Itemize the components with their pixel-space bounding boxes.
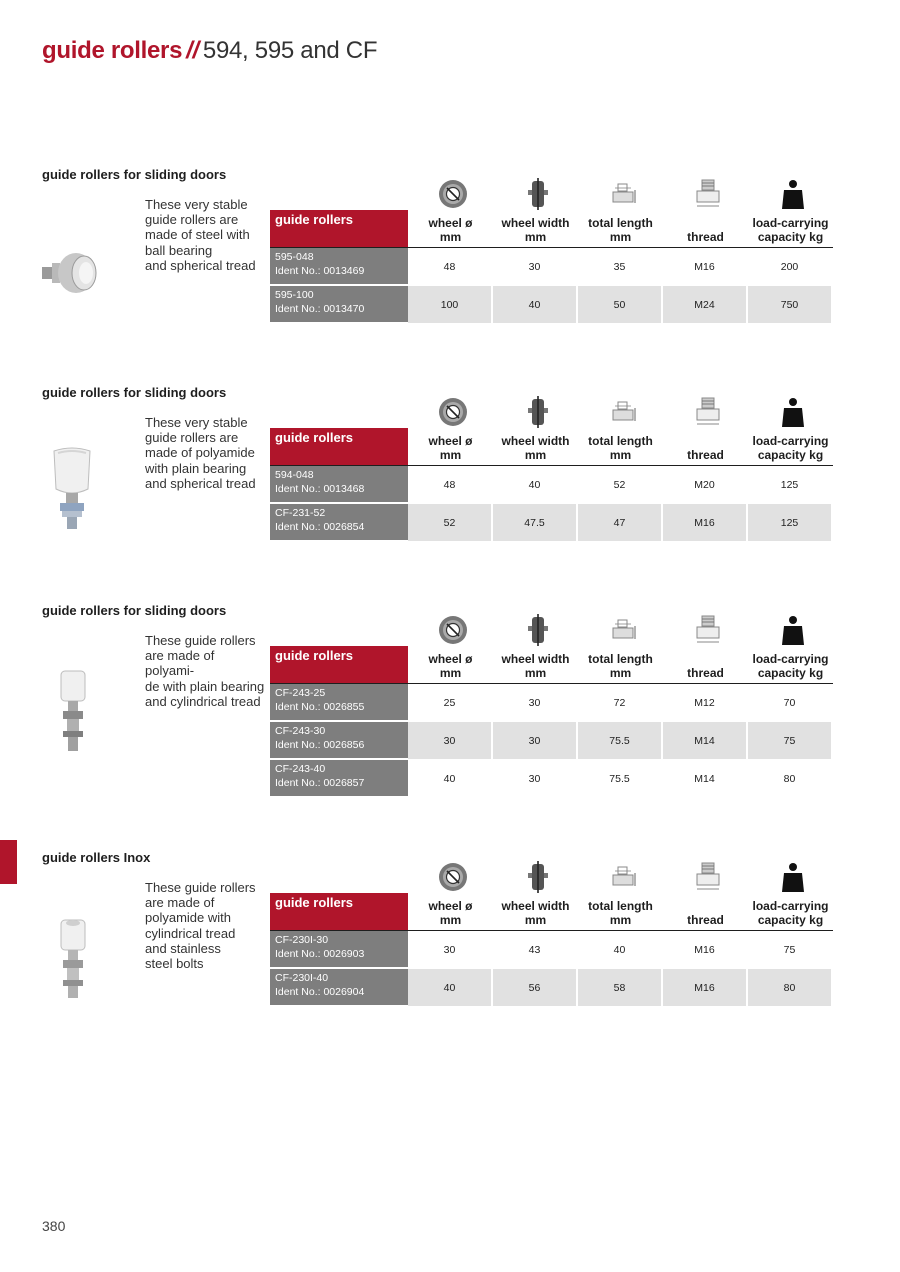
thread-icon <box>665 857 750 897</box>
cell-thread: M16 <box>663 248 748 286</box>
cell-load: 75 <box>748 722 833 760</box>
spec-table <box>270 428 833 542</box>
table-header-row <box>270 893 833 931</box>
row-label: 595-100 Ident No.: 0013470 <box>270 286 408 324</box>
table-row <box>270 466 833 504</box>
cell-load: 75 <box>748 931 833 969</box>
title-sub: 594, 595 and CF <box>202 37 378 64</box>
cell-total-length: 75.5 <box>578 760 663 798</box>
col-total-length: total length mm <box>578 893 663 931</box>
cell-total-length: 35 <box>578 248 663 286</box>
description-line: are made of <box>145 895 215 911</box>
col-total-length: total length mm <box>578 428 663 466</box>
cell-total-length: 75.5 <box>578 722 663 760</box>
section-description <box>145 197 267 273</box>
cell-wheel-width: 40 <box>493 466 578 504</box>
description-line: These very stable <box>145 197 248 212</box>
description-line: and spherical tread <box>145 257 256 273</box>
section-heading: guide rollers for sliding doors <box>42 603 227 618</box>
section-description <box>145 415 267 491</box>
load-weight-icon <box>750 392 835 432</box>
table-header-row <box>270 428 833 466</box>
section-description <box>145 880 267 971</box>
cell-thread: M16 <box>663 969 748 1007</box>
cell-wheel-width: 30 <box>493 684 578 722</box>
load-weight-icon <box>750 174 835 214</box>
description-line: and cylindrical tread <box>145 693 261 709</box>
cell-wheel-diameter: 30 <box>408 931 493 969</box>
cell-wheel-width: 30 <box>493 248 578 286</box>
cell-total-length: 52 <box>578 466 663 504</box>
cell-thread: M20 <box>663 466 748 504</box>
cell-thread: M24 <box>663 286 748 324</box>
icon-row <box>410 392 836 432</box>
col-thread: thread <box>663 646 748 684</box>
load-weight-icon <box>750 857 835 897</box>
cell-wheel-diameter: 48 <box>408 466 493 504</box>
cell-load: 80 <box>748 760 833 798</box>
cell-wheel-width: 47.5 <box>493 504 578 542</box>
cell-total-length: 58 <box>578 969 663 1007</box>
cell-load: 125 <box>748 504 833 542</box>
row-label: CF-231-52 Ident No.: 0026854 <box>270 504 408 542</box>
cell-wheel-diameter: 25 <box>408 684 493 722</box>
col-thread: thread <box>663 428 748 466</box>
wheel-width-icon <box>495 610 580 650</box>
col-load-capacity: load-carrying capacity kg <box>748 210 833 248</box>
cell-wheel-diameter: 100 <box>408 286 493 324</box>
cell-total-length: 50 <box>578 286 663 324</box>
description-line: These guide rollers <box>145 633 256 648</box>
description-line: de with plain bearing <box>145 678 265 694</box>
row-label: CF-230I-40 Ident No.: 0026904 <box>270 969 408 1007</box>
cell-thread: M16 <box>663 931 748 969</box>
cell-thread: M14 <box>663 760 748 798</box>
table-row <box>270 969 833 1007</box>
cell-wheel-diameter: 30 <box>408 722 493 760</box>
thread-icon <box>665 392 750 432</box>
section-heading: guide rollers for sliding doors <box>42 385 227 400</box>
cell-wheel-width: 30 <box>493 760 578 798</box>
col-load-capacity: load-carrying capacity kg <box>748 646 833 684</box>
section-heading: guide rollers for sliding doors <box>42 167 227 182</box>
cell-total-length: 72 <box>578 684 663 722</box>
cell-wheel-width: 30 <box>493 722 578 760</box>
description-line: and stainless <box>145 940 221 956</box>
wheel-diameter-icon <box>410 174 495 214</box>
description-line: made of steel with <box>145 227 250 243</box>
col-wheel-width: wheel width mm <box>493 210 578 248</box>
description-line: made of polyamide <box>145 445 255 461</box>
col-wheel-width: wheel width mm <box>493 646 578 684</box>
cell-wheel-diameter: 48 <box>408 248 493 286</box>
load-weight-icon <box>750 610 835 650</box>
cell-wheel-width: 40 <box>493 286 578 324</box>
total-length-icon <box>580 610 665 650</box>
wheel-width-icon <box>495 392 580 432</box>
spec-table <box>270 893 833 1007</box>
table-header-label: guide rollers <box>270 646 408 684</box>
cell-total-length: 40 <box>578 931 663 969</box>
section-description <box>145 633 267 709</box>
table-header-label: guide rollers <box>270 210 408 248</box>
row-label: CF-243-40 Ident No.: 0026857 <box>270 760 408 798</box>
table-row <box>270 760 833 798</box>
icon-row <box>410 857 836 897</box>
col-wheel-diameter: wheel ø mm <box>408 210 493 248</box>
cell-load: 125 <box>748 466 833 504</box>
description-line: guide rollers are <box>145 212 239 228</box>
side-tab-marker <box>0 840 17 884</box>
wheel-diameter-icon <box>410 392 495 432</box>
description-line: guide rollers are <box>145 430 239 446</box>
col-load-capacity: load-carrying capacity kg <box>748 893 833 931</box>
row-label: CF-243-30 Ident No.: 0026856 <box>270 722 408 760</box>
cell-thread: M16 <box>663 504 748 542</box>
total-length-icon <box>580 174 665 214</box>
cell-load: 200 <box>748 248 833 286</box>
wheel-width-icon <box>495 174 580 214</box>
steel-roller-image <box>40 247 102 299</box>
description-line: cylindrical tread <box>145 925 236 941</box>
row-label: CF-243-25 Ident No.: 0026855 <box>270 684 408 722</box>
cell-wheel-diameter: 40 <box>408 760 493 798</box>
col-wheel-diameter: wheel ø mm <box>408 893 493 931</box>
cell-thread: M12 <box>663 684 748 722</box>
table-row <box>270 248 833 286</box>
col-thread: thread <box>663 893 748 931</box>
table-header-row <box>270 210 833 248</box>
cell-load: 750 <box>748 286 833 324</box>
description-line: are made of polyami- <box>145 648 215 679</box>
description-line: polyamide with <box>145 910 231 926</box>
table-row <box>270 722 833 760</box>
table-row <box>270 286 833 324</box>
table-header-label: guide rollers <box>270 893 408 931</box>
description-line: and spherical tread <box>145 475 256 491</box>
icon-row <box>410 174 836 214</box>
cell-load: 80 <box>748 969 833 1007</box>
inox-roller-image <box>58 918 88 1000</box>
row-label: CF-230I-30 Ident No.: 0026903 <box>270 931 408 969</box>
table-row <box>270 504 833 542</box>
col-total-length: total length mm <box>578 210 663 248</box>
description-line: These very stable <box>145 415 248 430</box>
col-total-length: total length mm <box>578 646 663 684</box>
thread-icon <box>665 174 750 214</box>
description-line: with plain bearing <box>145 460 247 476</box>
table-header-row <box>270 646 833 684</box>
thread-icon <box>665 610 750 650</box>
col-wheel-width: wheel width mm <box>493 428 578 466</box>
cell-total-length: 47 <box>578 504 663 542</box>
description-line: These guide rollers <box>145 880 256 895</box>
col-wheel-diameter: wheel ø mm <box>408 646 493 684</box>
col-wheel-width: wheel width mm <box>493 893 578 931</box>
col-thread: thread <box>663 210 748 248</box>
table-row <box>270 684 833 722</box>
row-label: 594-048 Ident No.: 0013468 <box>270 466 408 504</box>
cell-wheel-diameter: 40 <box>408 969 493 1007</box>
page-title <box>42 37 377 65</box>
col-load-capacity: load-carrying capacity kg <box>748 428 833 466</box>
spec-table <box>270 646 833 798</box>
wheel-diameter-icon <box>410 610 495 650</box>
total-length-icon <box>580 857 665 897</box>
cell-wheel-width: 56 <box>493 969 578 1007</box>
description-line: steel bolts <box>145 956 204 972</box>
cylindrical-roller-image <box>58 669 88 753</box>
spec-table <box>270 210 833 324</box>
description-line: ball bearing <box>145 242 213 258</box>
cell-wheel-width: 43 <box>493 931 578 969</box>
page-number: 380 <box>42 1218 66 1234</box>
cell-thread: M14 <box>663 722 748 760</box>
title-separator: // <box>186 37 199 64</box>
table-header-label: guide rollers <box>270 428 408 466</box>
row-label: 595-048 Ident No.: 0013469 <box>270 248 408 286</box>
wheel-diameter-icon <box>410 857 495 897</box>
table-row <box>270 931 833 969</box>
cell-wheel-diameter: 52 <box>408 504 493 542</box>
cell-load: 70 <box>748 684 833 722</box>
title-main: guide rollers <box>42 37 183 64</box>
polyamide-roller-image <box>48 445 96 531</box>
wheel-width-icon <box>495 857 580 897</box>
col-wheel-diameter: wheel ø mm <box>408 428 493 466</box>
section-heading: guide rollers Inox <box>42 850 151 865</box>
icon-row <box>410 610 836 650</box>
total-length-icon <box>580 392 665 432</box>
